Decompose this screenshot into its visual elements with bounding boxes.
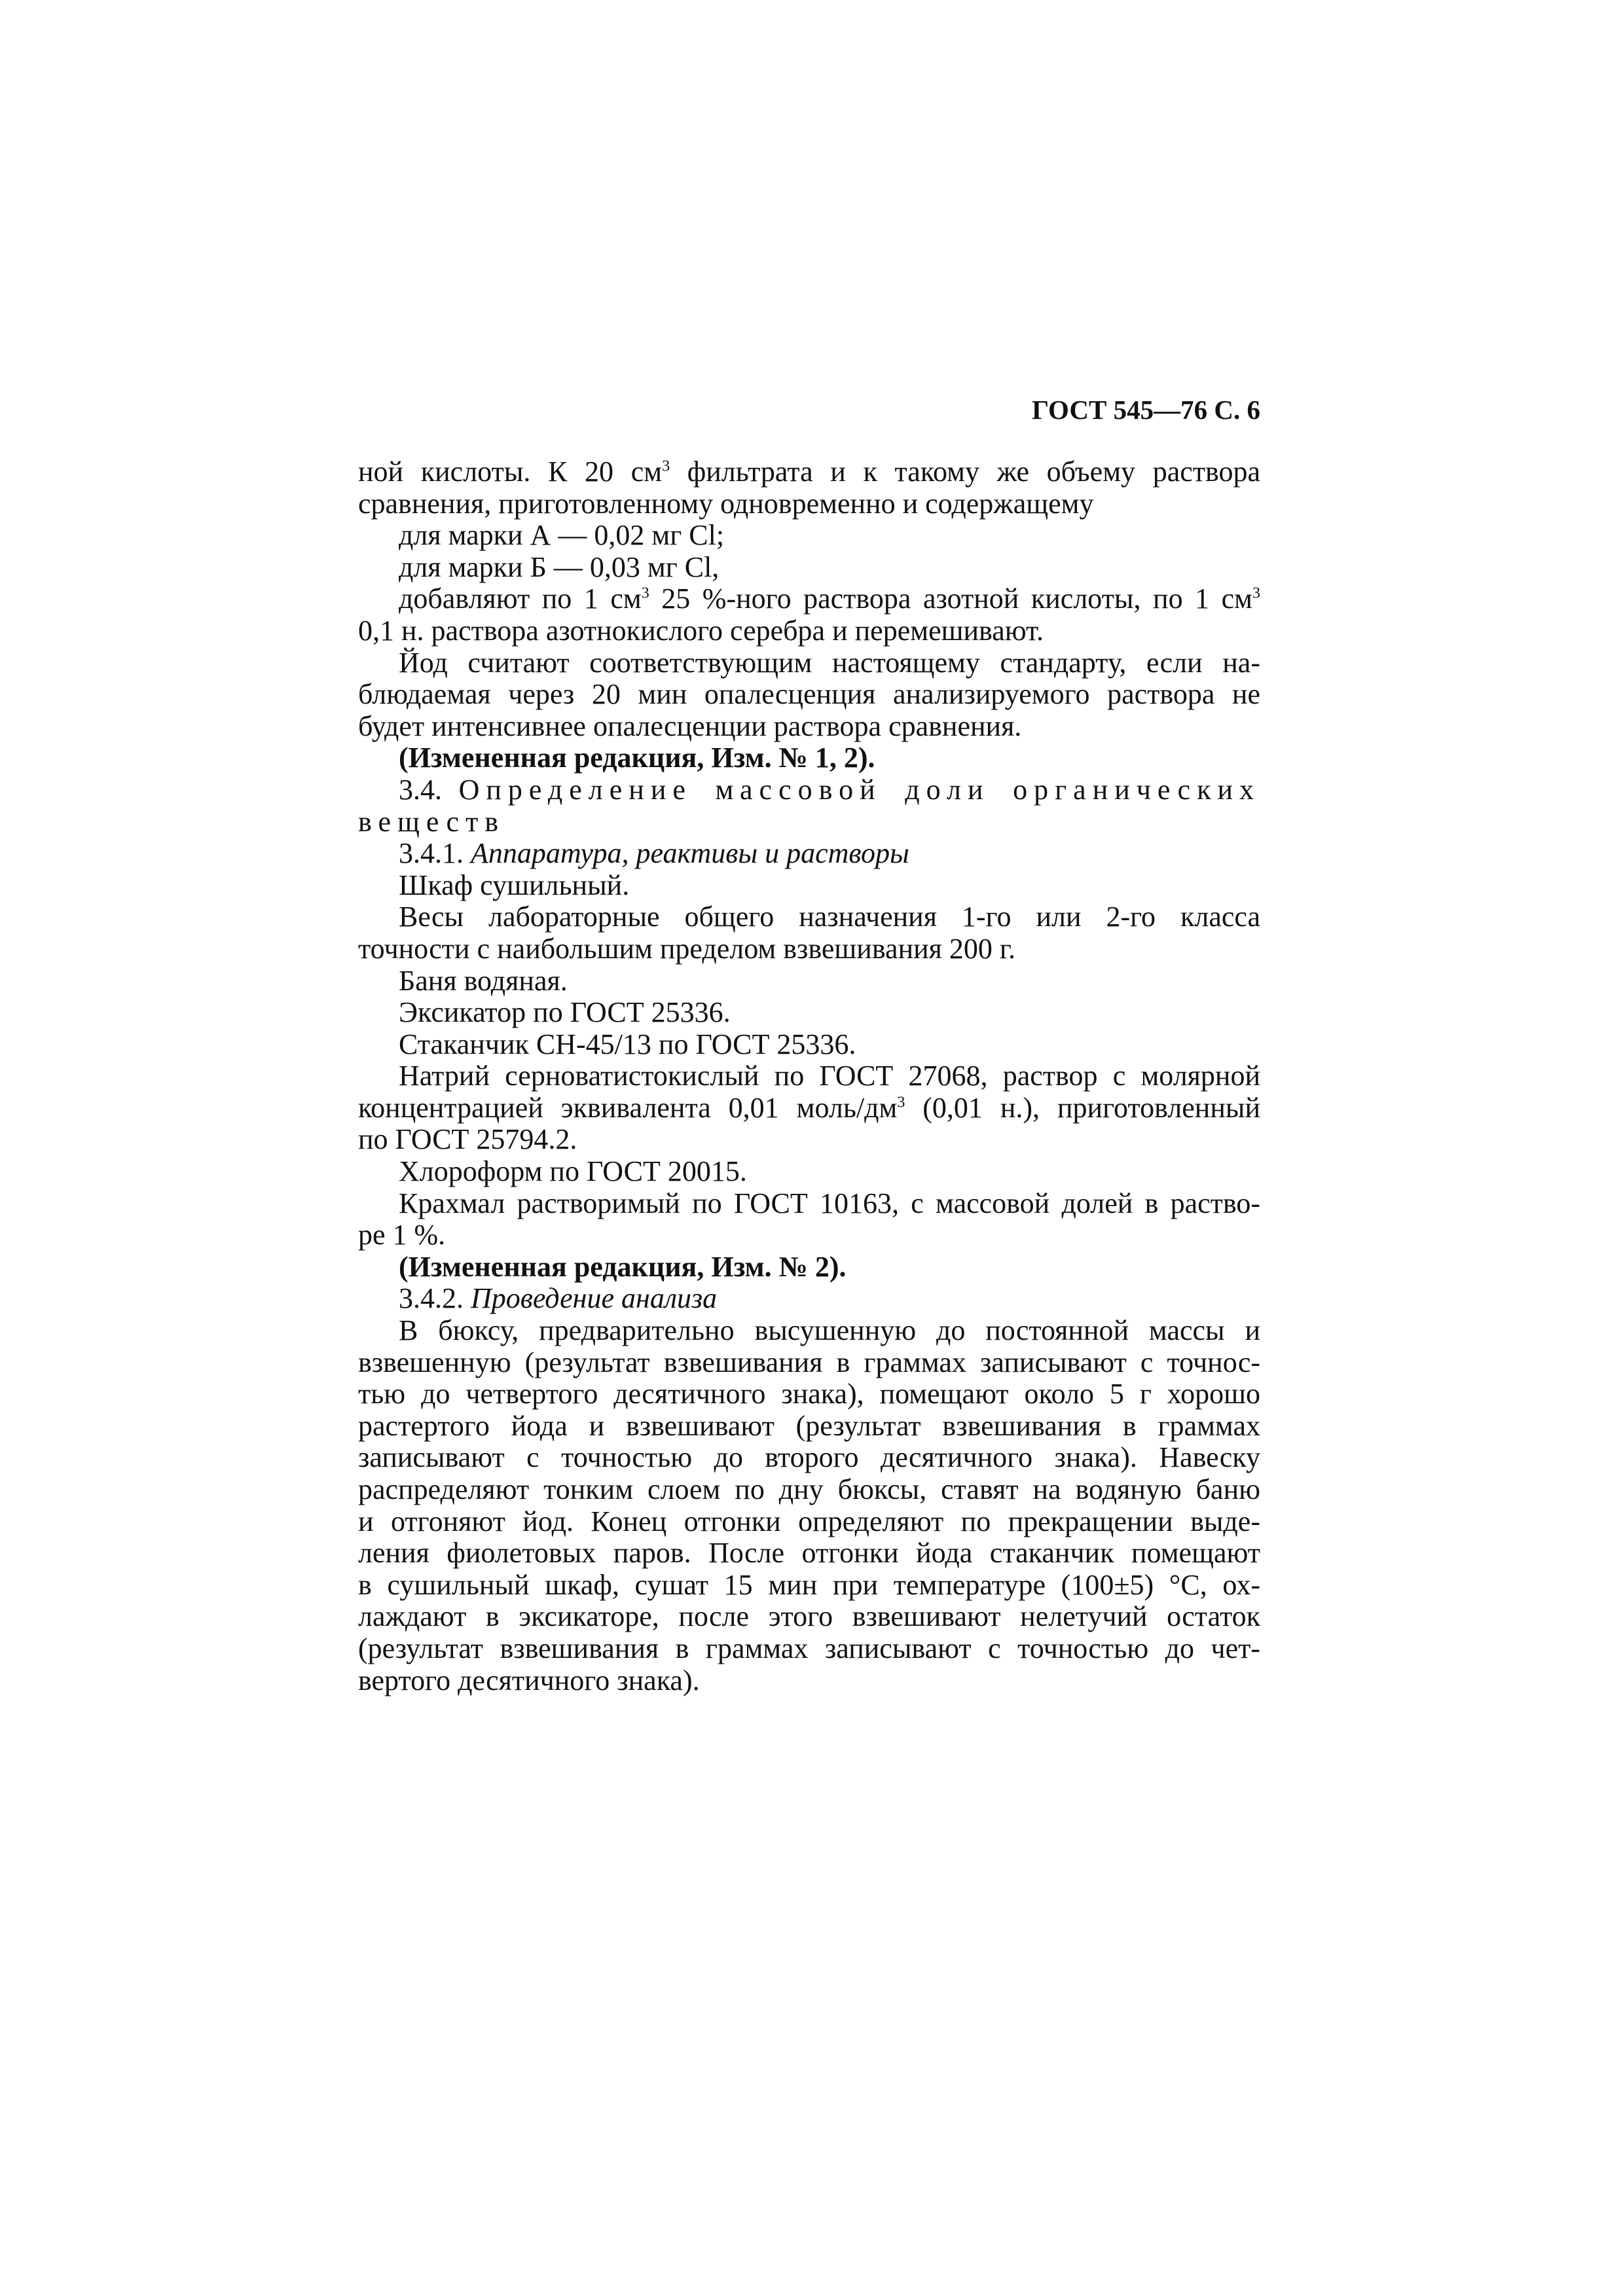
text-line: распределяют тонким слоем по дну бюксы, ставят на водяную баню bbox=[358, 1473, 1260, 1505]
text-line: в сушильный шкаф, сушат 15 мин при температуре (100±5) °С, ох- bbox=[358, 1568, 1260, 1601]
amendment-note: (Измененная редакция, Изм. № 1, 2). bbox=[399, 742, 875, 774]
section-heading: 3.4. Определение массовой доли органических bbox=[399, 773, 1260, 806]
text-line: Стаканчик СН-45/13 по ГОСТ 25336. bbox=[399, 1028, 856, 1060]
text-line: Весы лабораторные общего назначения 1-го или 2-го класса bbox=[399, 901, 1260, 933]
text-line: для марки Б — 0,03 мг Cl, bbox=[399, 550, 720, 583]
running-header: ГОСТ 545—76 С. 6 bbox=[1031, 395, 1260, 425]
text-line: сравнения, приготовленному одновременно и содержащему bbox=[358, 487, 1094, 520]
text-line: будет интенсивнее опалесценции раствора сравнения. bbox=[358, 709, 1022, 742]
text-line: лаждают в эксикаторе, после этого взвешивают нелетучий остаток bbox=[358, 1600, 1260, 1633]
body-text bbox=[358, 456, 1260, 1696]
text-line: тью до четвертого десятичного знака), помещают около 5 г хорошо bbox=[358, 1378, 1260, 1410]
amendment-note: (Измененная редакция, Изм. № 2). bbox=[399, 1250, 847, 1283]
text-line: концентрацией эквивалента 0,01 моль/$дм^3$ (0,01 н.), приготовленный bbox=[358, 1091, 1260, 1124]
text-line: Йод считают соответствующим настоящему стандарту, если на- bbox=[399, 646, 1260, 679]
text-line: добавляют по 1 $см^3$ 25 %-ного раствора азотной кислоты, по 1 $см^3$ bbox=[399, 583, 1261, 615]
subsection-heading: 3.4.2. Проведение анализа bbox=[399, 1282, 718, 1315]
text-line: ре 1 %. bbox=[358, 1219, 446, 1251]
text-line: для марки А — 0,02 мг Cl; bbox=[399, 519, 725, 552]
text-line: ления фиолетовых паров. После отгонки йода стаканчик помещают bbox=[358, 1537, 1260, 1570]
text-line: и отгоняют йод. Конец отгонки определяют по прекращении выде- bbox=[358, 1505, 1260, 1537]
section-heading-cont: веществ bbox=[358, 805, 505, 838]
text-line: блюдаемая через 20 мин опалесценция анализируемого раствора не bbox=[358, 678, 1260, 711]
text-line: Баня водяная. bbox=[399, 964, 568, 997]
text-line: Хлороформ по ГОСТ 20015. bbox=[399, 1155, 747, 1188]
text-line: точности с наибольшим пределом взвешивания 200 г. bbox=[358, 932, 1015, 965]
text-line: растертого йода и взвешивают (результат взвешивания в граммах bbox=[358, 1409, 1260, 1442]
text-line: взвешенную (результат взвешивания в граммах записывают с точнос- bbox=[358, 1346, 1260, 1378]
text-line: 0,1 н. раствора азотнокислого серебра и перемешивают. bbox=[358, 614, 1044, 647]
text-line: (результат взвешивания в граммах записывают с точностью до чет- bbox=[358, 1632, 1260, 1664]
text-line: В бюксу, предварительно высушенную до постоянной массы и bbox=[399, 1314, 1260, 1347]
text-line: Крахмал растворимый по ГОСТ 10163, с массовой долей в раство- bbox=[399, 1187, 1260, 1219]
text-line: ной кислоты. К 20 $см^3$ фильтрата и к такому же объему раствора bbox=[358, 456, 1261, 488]
text-line: Натрий серноватистокислый по ГОСТ 27068, раствор с молярной bbox=[399, 1060, 1260, 1092]
subsection-heading: 3.4.1. Аппаратура, реактивы и растворы bbox=[399, 837, 909, 870]
text-line: Эксикатор по ГОСТ 25336. bbox=[399, 996, 731, 1029]
text-line: записывают с точностью до второго десятичного знака). Навеску bbox=[358, 1441, 1260, 1474]
text-line: вертого десятичного знака). bbox=[358, 1664, 700, 1696]
text-line: Шкаф сушильный. bbox=[399, 869, 630, 901]
text-line: по ГОСТ 25794.2. bbox=[358, 1123, 577, 1156]
